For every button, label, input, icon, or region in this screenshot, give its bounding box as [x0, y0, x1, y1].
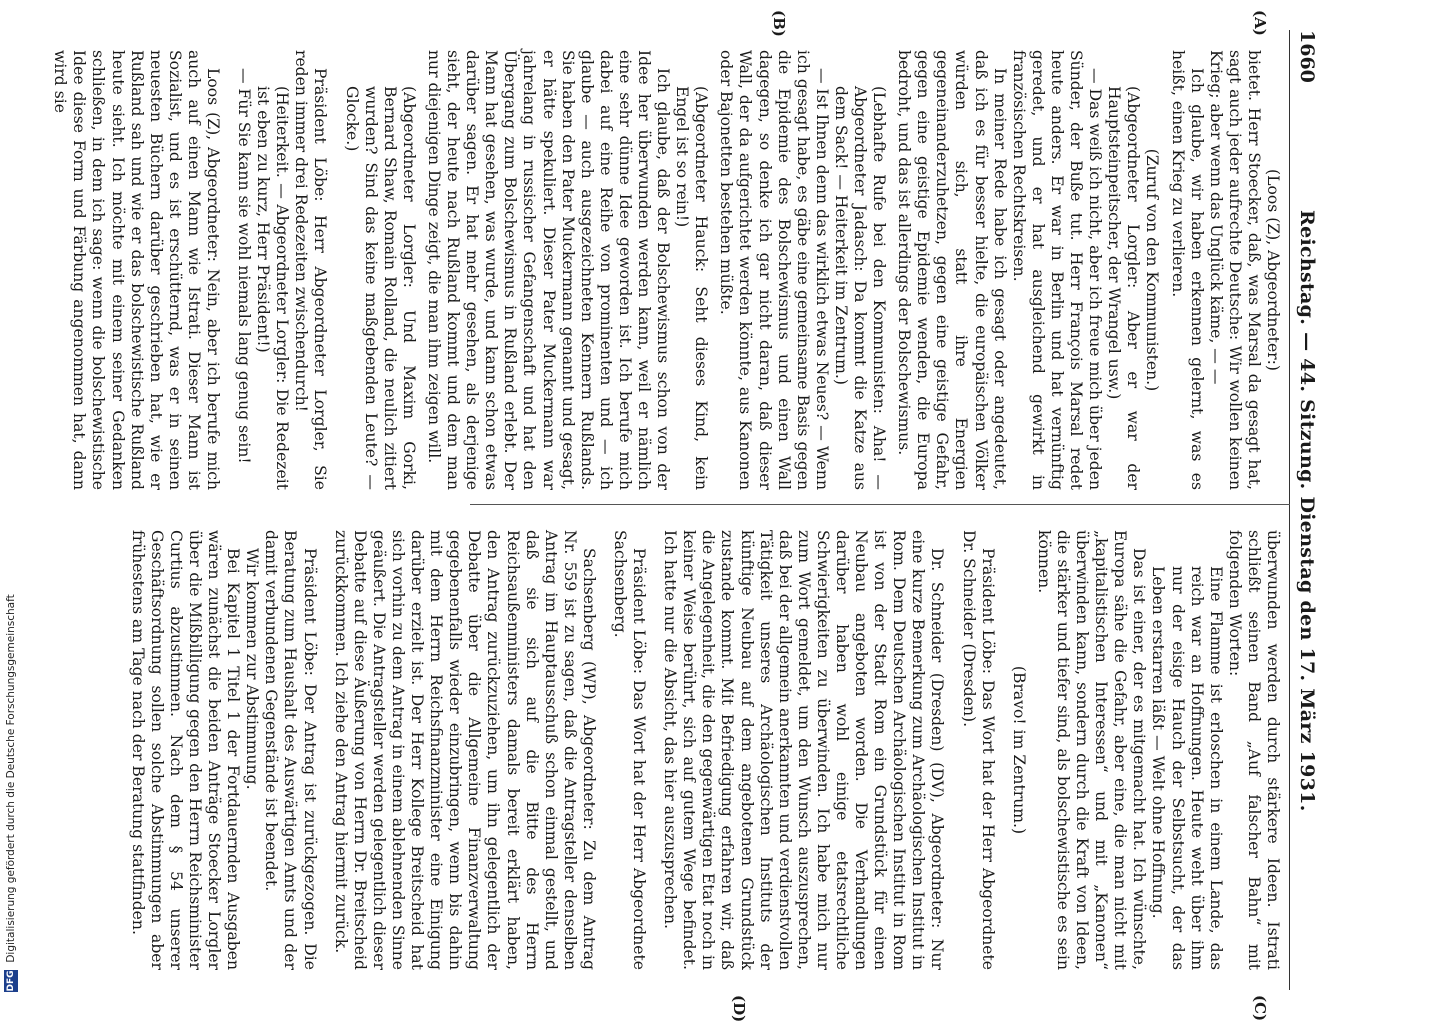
paragraph: — Ist Ihnen denn das wirklich etwas Neues? — Wenn ich gesagt habe, es gäbe eine gemeinsame Basis gegen die Epidemie des Bolschewismus und einen Wall dagegen, so denke ich gar nicht daran, daß dieser Wall, der da aufgerichtet werden könnte, aus Kanonen oder Bajonetten bestehen müßte. [717, 50, 831, 490]
column-divider [470, 504, 1290, 505]
margin-mark-d: (D) [730, 995, 748, 1022]
page-number: 1660 [1296, 30, 1318, 83]
margin-mark-b: (B) [770, 10, 788, 37]
interjection: (Abgeordneter Lorgler: Aber er war der Hauptsteinpeitscher, der Wrangel usw.) [1105, 86, 1143, 490]
paragraph: Das ist einer, der es mitgemacht hat. Ich wünschte, Europa sähe die Gefahr, aber eine, die man nicht mit „kapitalistischen Interessen“ und mit „Kanonen“ überwinden kann, sondern durch die Kraft von Ideen, die stärker und tiefer sind, als bolschewistische es sein können. [1034, 530, 1149, 970]
speaker-paragraph: Loos (Z), Abgeordneter: Nein, aber ich berufe mich auch auf einen Mann wie Istrati. Dieser Mann ist Sozialist, und es ist erschütternd, was er in seinen neuesten Büchern darüber geschrieben hat, wie er Rußland sah und wie er das bolschewistische Rußland heute sieht. Ich möchte mit einem seiner Gedanken schließen, in dem ich sage: wenn die bolschewistische Idee diese Form und Färbung angenommen hat, dann wird sie [51, 50, 223, 490]
president-remark: Präsident Löbe: Das Wort hat der Herr Abgeordnete Dr. Schneider (Dresden). [959, 530, 997, 970]
page-header [1292, 30, 1320, 990]
interjection: (Abgeordneter Lorgler: Und Maxim Gorki, Bernard Shaw, Romain Rolland, die neulich zitiert wurden? Sind das keine maßgebenden Leute? — Glocke.) [342, 86, 418, 490]
president-remark: Präsident Löbe: Der Antrag ist zurückgezogen. Die Beratung zum Haushalt des Auswärtigen Amts und der damit verbundenen Gegenstände ist beendet. [262, 530, 319, 970]
president-remark: Präsident Löbe: Herr Abgeordneter Lorgler, Sie reden immer drei Redezeiten zwischendurch! [292, 50, 330, 490]
interjection: (Lebhafte Rufe bei den Kommunisten: Aha! — Abgeordneter Jadasch: Da kommt die Katze aus dem Sack! — Heiterkeit im Zentrum.) [831, 86, 889, 490]
margin-mark-a: (A) [1251, 10, 1269, 36]
paragraph: — Das weiß ich nicht, aber ich freue mich über jeden Sünder, der Buße tut. Herr François Marsal redet heute anders. Er war in Berlin und hat vernünftig geredet, und er hat ausgleichend gewirkt in französischen Rechtskreisen. [1009, 50, 1105, 490]
paragraph: bietet. Herr Stoecker, daß, was Marsal da gesagt hat, sagt auch jeder aufrechte Deutsche: Wir wollen keinen Krieg; aber wenn das Unglück käme, — — [1206, 50, 1263, 490]
interjection: (Abgeordneter Hauck: Seht dieses Kind, kein Engel ist so rein!) [673, 86, 711, 490]
interjection: (Bravo! im Zentrum.) [1009, 665, 1028, 835]
funding-note: Digitalisierung gefördert durch die Deutsche Forschungsgemeinschaft [5, 594, 17, 963]
paragraph: Ich glaube, daß der Bolschewismus schon von der Idee her überwunden werden kann, weil er nämlich eine sehr dünne Idee geworden ist. Ich berufe mich dabei auf eine Reihe von prominenten und — ich glaube — auch ausgezeichneten Kennern Rußlands. Sie haben den Pater Muckermann genannt und gesagt, er hätte spekuliert. Dieser Pater Muckermann war jahrelang in russischer Gefangenschaft und hat den Übergang zum Bolschewismus in Rußland erlebt. Der Mann hat gesehen, was wurde, und kann schon etwas darüber sagen. Er hat mehr gesehen, als derjenige sieht, der heute nach Rußland kommt und dem man nur diejenigen Dinge zeigt, die man ihm zeigen will. [424, 50, 673, 490]
president-remark: Präsident Löbe: Das Wort hat der Herr Abgeordnete Sachsenberg. [611, 530, 649, 970]
margin-mark-c: (C) [1251, 995, 1269, 1022]
interjection: (Zuruf von den Kommunisten.) [1143, 148, 1162, 392]
left-column [50, 50, 1282, 490]
right-column [128, 530, 1282, 970]
paragraph: Wir kommen zur Abstimmung. [243, 548, 262, 790]
scanned-page [30, 10, 1320, 1022]
speaker-continuation: (Loos (Z), Abgeordneter:) [1264, 169, 1282, 371]
speaker-paragraph: Sachsenberg (WP), Abgeordneter: Zu dem Antrag Nr. 559 ist zu sagen, daß die Antragsteller denselben Antrag im Hauptausschuß schon einmal gestellt, und daß sie sich auf die Bitte des Herrn Reichsaußenministers damals bereit erklärt haben, den Antrag zurückzuziehen, um ihn gelegentlich der Debatte über die Allgemeine Finanzverwaltung gegebenenfalls wieder einzubringen, wenn bis dahin mit dem Herrn Reichsfinanzminister eine Einigung darüber erzielt ist. Der Herr Kollege Breitscheid hat sich vorhin zu dem Antrag in einem ablehnenden Sinne geäußert. Die Antragsteller werden gelegentlich dieser Debatte auf diese Äußerung von Herrn Dr. Breitscheid zurückkommen. Ich ziehe den Antrag hiermit zurück. [331, 530, 598, 970]
running-title: Reichstag. — 44. Sitzung. Dienstag den 17. März 1931. [1296, 210, 1318, 812]
header-rule [1289, 30, 1290, 990]
quotation: Eine Flamme ist erloschen in einem Lande, das reich war an Hoffnungen. Heute weht über ihm nur der eisige Hauch der Selbstsucht, der das Leben erstarren läßt — Welt ohne Hoffnung. [1149, 566, 1225, 970]
speaker-paragraph: Dr. Schneider (Dresden) (DV), Abgeordneter: Nur eine kurze Bemerkung zum Archäologischen Institut in Rom. Dem Deutschen Archäologischen Institut in Rom ist von der Stadt Rom ein Grundstück für einen Neubau angeboten worden. Die Verhandlungen darüber haben wohl einige etatsrechtliche Schwierigkeiten zu überwinden. Ich habe mich nur zum Wort gemeldet, um den Wunsch auszusprechen, daß bei der allgemein anerkannten und verdienstvollen Tätigkeit unseres Archäologischen Instituts der künftige Neubau auf dem angebotenen Grundstück zustande kommt. Mit Befriedigung erfahren wir, daß die Angelegenheit, die den gegenwärtigen Etat noch in keiner Weise berührt, sich auf gutem Wege befindet. Ich hatte nur die Absicht, das hier auszusprechen. [661, 530, 947, 970]
paragraph: Ich glaube, wir haben erkennen gelernt, was es heißt, einen Krieg zu verlieren. [1168, 50, 1206, 490]
paragraph: In meiner Rede habe ich gesagt oder angedeutet, daß ich es für besser hielte, die europäischen Völker würden sich, statt ihre Energien gegeneinanderzuhetzen, gegen eine geistige Gefahr, gegen eine geistige Epidemie wenden, die Europa bedroht, und das ist allerdings der Bolschewismus. [895, 50, 1009, 490]
dfg-logo: DFG [6, 970, 16, 992]
funding-footer [4, 0, 18, 992]
paragraph: überwunden werden durch stärkere Ideen. Istrati schließt seinen Band „Auf falscher Bahn“ mit folgenden Worten: [1225, 530, 1282, 970]
paragraph: Bei Kapitel 1 Titel 1 der Fortdauernden Ausgaben wären zunächst die beiden Anträge Stoecker Lorgler über die Mißbilligung gegen den Herrn Reichsminister Curtius abzustimmen. Nach dem § 54 unserer Geschäftsordnung sollen solche Abstimmungen aber frühestens am Tage nach der Beratung stattfinden. [128, 530, 243, 970]
interjection: (Heiterkeit. — Abgeordneter Lorgler: Die Redezeit ist eben zu kurz, Herr Präsident!) [254, 86, 292, 490]
paragraph: — Für Sie kann sie wohl niemals lang genug sein! [235, 68, 254, 464]
